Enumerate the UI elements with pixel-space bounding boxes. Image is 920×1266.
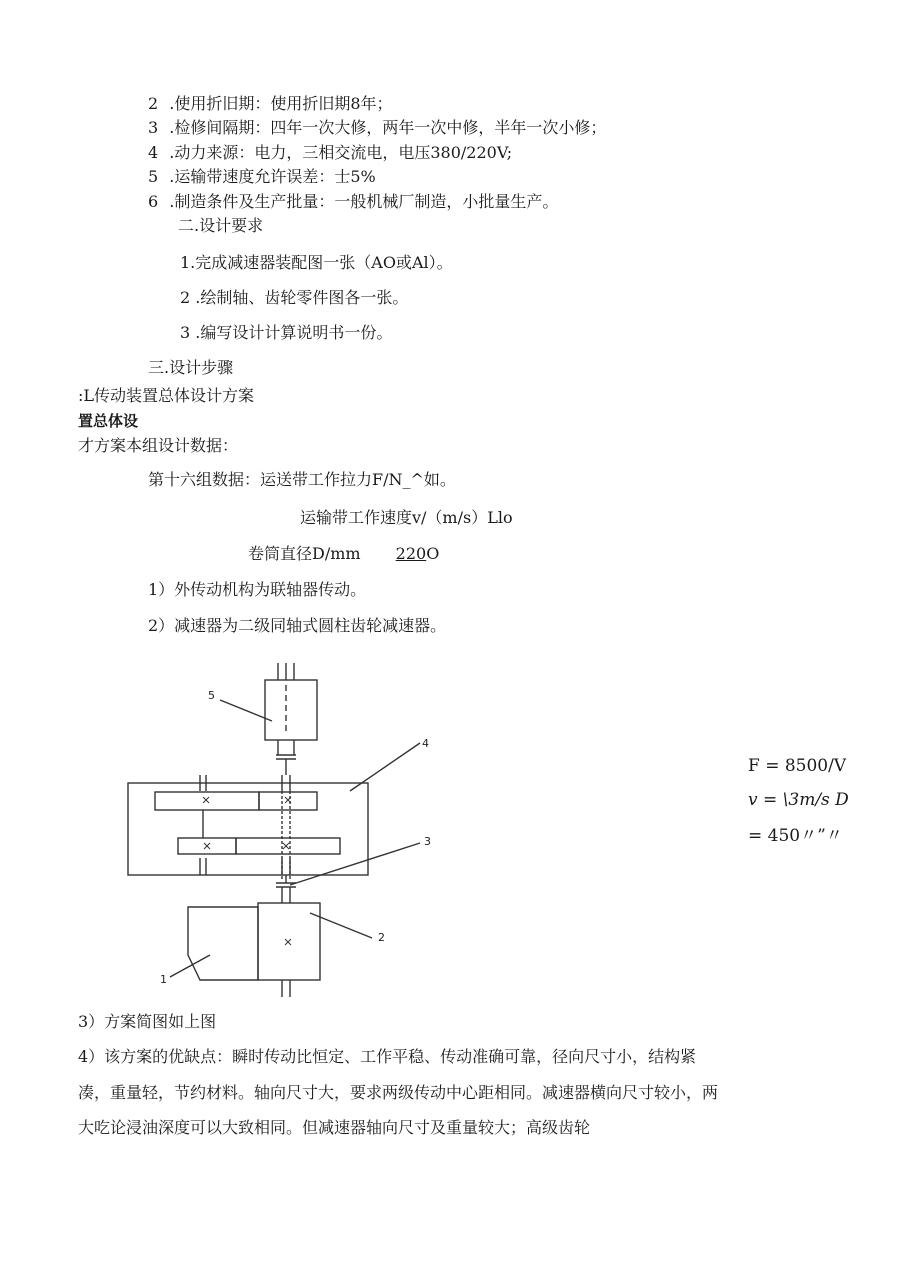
side-value-f: F = 8500/V	[748, 756, 847, 776]
condition-text: .运输带速度允许误差：士5%	[169, 167, 376, 186]
point-2: 2）减速器为二级同轴式圆柱齿轮减速器。	[148, 616, 447, 635]
drum-diameter-value: 220	[395, 544, 427, 563]
design-req-item-3: 3 .编写设计计算说明书一份。	[180, 323, 393, 342]
steps-sub-2: 置总体设	[78, 412, 139, 430]
steps-heading: 三.设计步骤	[148, 358, 234, 377]
condition-num: 4	[148, 143, 159, 162]
diagram-label-4: 4	[422, 737, 429, 750]
point-4-line-2: 凑，重量轻，节约材料。轴向尺寸大，要求两级传动中心距相同。减速器横向尺寸较小，两	[78, 1083, 719, 1102]
data-line-1: 第十六组数据：运送带工作拉力F/N_^如。	[148, 470, 456, 489]
data-line-2: 运输带工作速度v/（m/s）Llo	[300, 508, 513, 527]
data-line-3	[248, 544, 439, 564]
side-value-d: = 450〃”〃	[748, 826, 843, 846]
condition-text: .检修间隔期：四年一次大修，两年一次中修，半年一次小修；	[169, 118, 607, 137]
point-3: 3）方案简图如上图	[78, 1012, 217, 1031]
design-req-item-2: 2 .绘制轴、齿轮零件图各一张。	[180, 288, 409, 307]
condition-5	[148, 167, 376, 187]
diagram-label-5: 5	[208, 689, 215, 702]
design-req-heading: 二.设计要求	[178, 216, 264, 235]
point-4-line-1: 4）该方案的优缺点：瞬时传动比恒定、工作平稳、传动准确可靠，径向尺寸小，结构紧	[78, 1047, 697, 1066]
diagram-label-1: 1	[160, 973, 167, 986]
condition-num: 2	[148, 94, 159, 113]
condition-num: 5	[148, 167, 159, 186]
side-value-v: v = \3m/s D	[748, 790, 849, 810]
condition-text: .使用折旧期：使用折旧期8年；	[169, 94, 393, 113]
condition-num: 6	[148, 192, 159, 211]
condition-text: .动力来源：电力，三相交流电，电压380/220V;	[169, 143, 513, 162]
point-4-line-3: 大吃论浸油深度可以大致相同。但减速器轴向尺寸及重量较大；高级齿轮	[78, 1118, 591, 1137]
condition-2	[148, 94, 393, 114]
drum-diameter-label: 卷筒直径D/mm	[248, 544, 361, 563]
reducer-schematic	[110, 655, 440, 1000]
diagram-label-3: 3	[424, 835, 431, 848]
condition-num: 3	[148, 118, 159, 137]
point-1: 1）外传动机构为联轴器传动。	[148, 580, 367, 599]
condition-text: .制造条件及生产批量：一般机械厂制造，小批量生产。	[169, 192, 559, 211]
drum-diameter-tail: O	[426, 544, 440, 563]
steps-sub-1: :L传动装置总体设计方案	[78, 386, 255, 405]
steps-sub-3: 才方案本组设计数据：	[78, 436, 239, 455]
design-req-item-1: 1.完成减速器装配图一张（AO或Al）。	[180, 253, 453, 272]
condition-6	[148, 192, 558, 212]
condition-4	[148, 143, 512, 163]
diagram-label-2: 2	[378, 931, 385, 944]
condition-3	[148, 118, 606, 138]
